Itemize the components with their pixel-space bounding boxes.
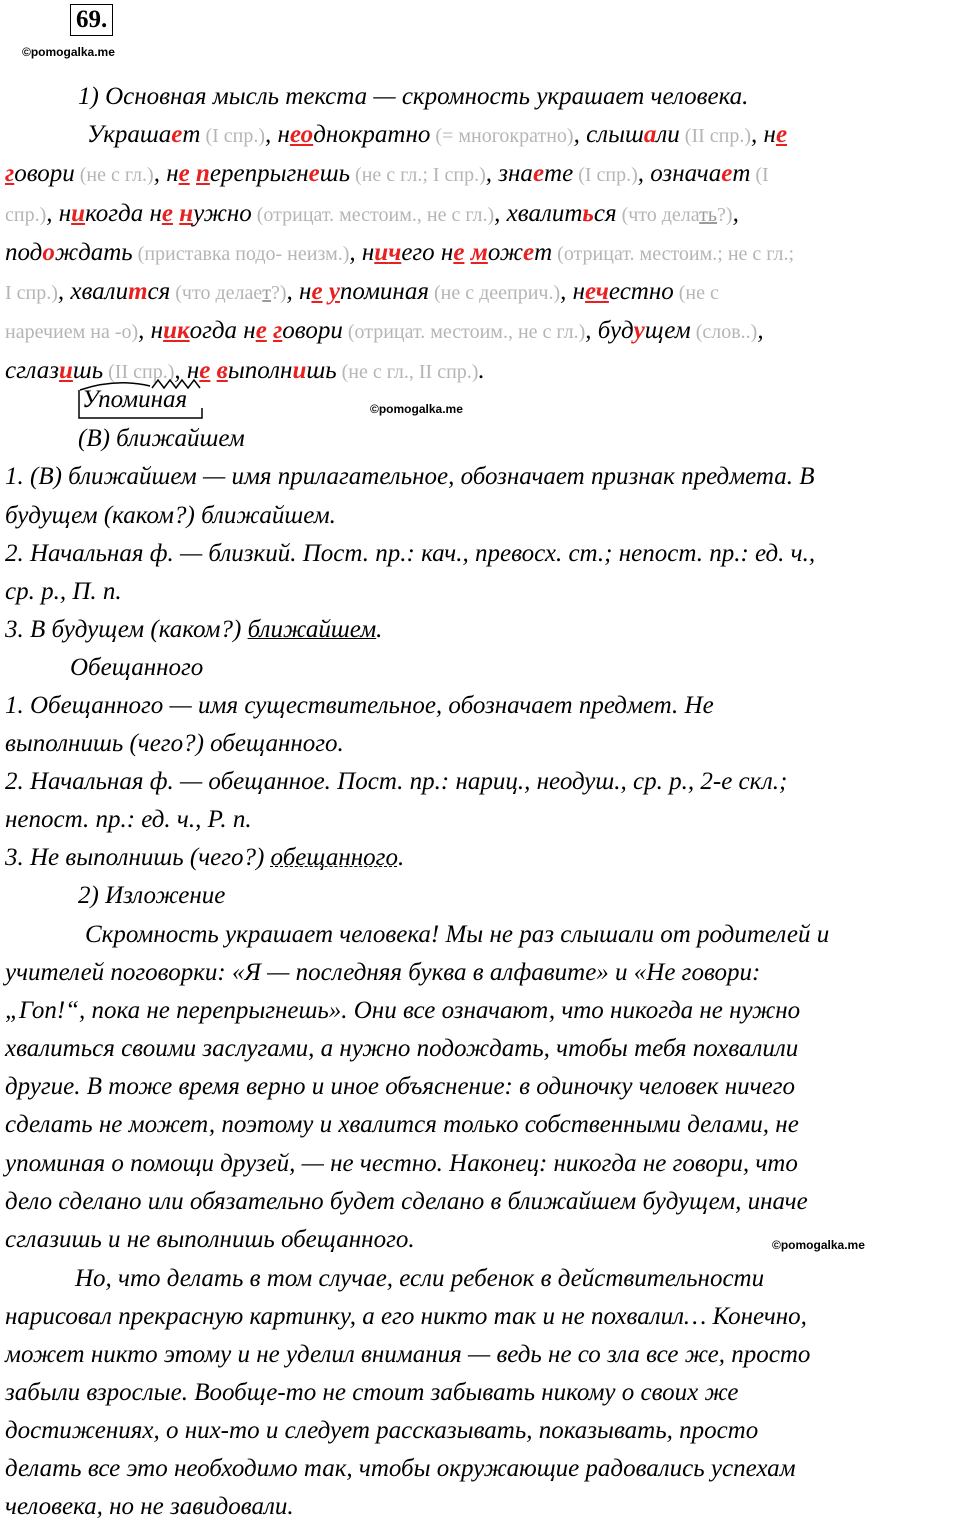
analysis-line: 2. Начальная ф. — близкий. Пост. пр.: кач., превосх. ст.; непост. пр.: ед. ч.,: [5, 540, 816, 567]
spelling-analysis: Украшает (I спр.), неоднократно (= многократно), слышали (II спр.), не говори (не с гл.), не перепрыгнешь (не с гл.; I спр.), знаете (I спр.), означает (I спр.), никогда не нужно (отрицат. местоим., не с гл.), хвалиться (что делать?), подождать (приставка подо- неизм.), ничего не может (отрицат. местоим.; не с гл.; I спр.), хвалится (что делает?), не упоминая (не с дееприч.), нечестно (не с наречием на -о), никогда не говори (отрицат. местоим., не с гл.), будущем (слов..), сглазишь (II спр.), не выполнишь (не с гл., II спр.).: [5, 121, 795, 384]
story-line: может никто этому и не уделил внимания — ведь не со зла все же, просто: [5, 1341, 811, 1368]
word-heading: (В) ближайшем: [78, 425, 245, 452]
story-line: Но, что делать в том случае, если ребенок в действительности: [75, 1265, 765, 1292]
analysis-line: 3. Не выполнишь (чего?) обещанного.: [5, 844, 405, 871]
analysis-line: 1. Обещанного — имя существительное, обозначает предмет. Не: [5, 692, 714, 719]
analysis-line: 3. В будущем (каком?) ближайшем.: [5, 616, 383, 643]
part2-title: 2) Изложение: [78, 882, 226, 909]
word-heading: Обещанного: [70, 654, 204, 681]
story-line: упоминая о помощи друзей, — не честно. Наконец: никогда не говори, что: [5, 1150, 798, 1177]
analysis-line: 2. Начальная ф. — обещанное. Пост. пр.: нариц., неодуш., ср. р., 2-е скл.;: [5, 768, 788, 795]
analysis-line: непост. пр.: ед. ч., Р. п.: [5, 806, 252, 833]
story-line: хвалиться своими заслугами, а нужно подождать, чтобы тебя похвалили: [5, 1035, 799, 1062]
watermark: ©pomogalka.me: [22, 45, 115, 59]
watermark: ©pomogalka.me: [370, 402, 463, 416]
story-line: нарисовал прекрасную картинку, а его никто так и не похвалил… Конечно,: [5, 1303, 807, 1330]
story-line: „Гоп!“, пока не перепрыгнешь». Они все означают, что никогда не нужно: [5, 997, 801, 1024]
watermark: ©pomogalka.me: [772, 1238, 865, 1252]
part1-title: 1) Основная мысль текста — скромность украшает человека.: [78, 83, 749, 110]
story-line: человека, но не завидовали.: [5, 1493, 294, 1520]
task-number: 69.: [70, 4, 113, 36]
story-line: учителей поговорки: «Я — последняя буква в алфавите» и «Не говори:: [5, 959, 761, 986]
analysis-line: будущем (каком?) ближайшем.: [5, 502, 336, 529]
story-line: сделать не может, поэтому и хвалится только собственными делами, не: [5, 1111, 799, 1138]
analysis-line: ср. р., П. п.: [5, 578, 122, 605]
story-line: дело сделано или обязательно будет сделано в ближайшем будущем, иначе: [5, 1188, 808, 1215]
story-line: сглазишь и не выполнишь обещанного.: [5, 1226, 415, 1253]
analysis-line: выполнишь (чего?) обещанного.: [5, 730, 344, 757]
story-line: другие. В тоже время верно и иное объяснение: в одиночку человек ничего: [5, 1073, 795, 1100]
analysis-line: 1. (В) ближайшем — имя прилагательное, обозначает признак предмета. В: [5, 463, 815, 490]
story-line: Скромность украшает человека! Мы не раз слышали от родителей и: [85, 921, 830, 948]
morpheme-word: Упоминая: [80, 384, 189, 416]
story-line: делать все это необходимо так, чтобы окружающие радовались успехам: [5, 1455, 796, 1482]
story-line: достижениях, о них-то и следует рассказывать, показывать, просто: [5, 1417, 759, 1444]
story-line: забыли взрослые. Вообще-то не стоит забывать никому о своих же: [5, 1379, 739, 1406]
